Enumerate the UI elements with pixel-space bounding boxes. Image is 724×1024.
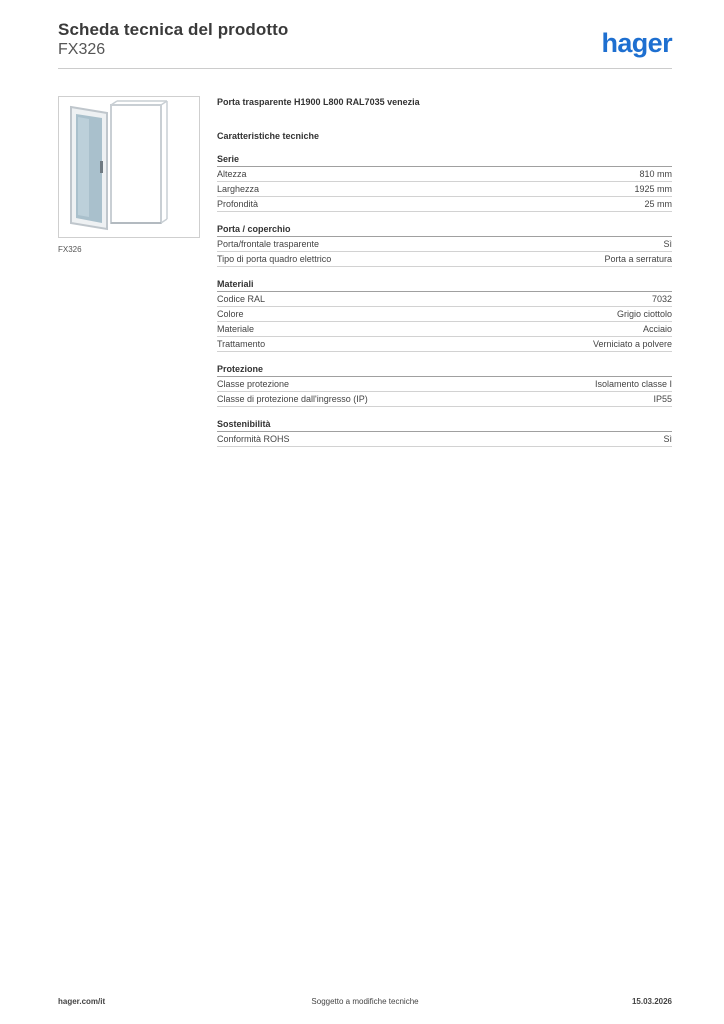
- spec-section-serie: [217, 153, 672, 212]
- spec-row: [217, 337, 672, 352]
- spec-label: Porta/frontale trasparente: [217, 239, 320, 249]
- spec-value: Acciaio: [642, 324, 672, 334]
- spec-panel: [217, 96, 672, 447]
- section-title: Protezione: [217, 363, 672, 377]
- spec-heading: Caratteristiche tecniche: [217, 131, 320, 141]
- spec-value: 1925 mm: [634, 184, 672, 194]
- spec-row: [217, 182, 672, 197]
- spec-value: Verniciato a polvere: [592, 339, 672, 349]
- spec-label: Larghezza: [217, 184, 260, 194]
- spec-section-protezione: [217, 363, 672, 407]
- spec-label: Materiale: [217, 324, 255, 334]
- header-divider: [58, 68, 672, 69]
- spec-row: [217, 322, 672, 337]
- spec-value: Porta a serratura: [604, 254, 672, 264]
- spec-section-materiali: [217, 278, 672, 352]
- spec-row: [217, 392, 672, 407]
- spec-value: 25 mm: [644, 199, 672, 209]
- product-code: FX326: [58, 41, 106, 58]
- spec-label: Colore: [217, 309, 244, 319]
- footer-website: hager.com/it: [58, 997, 106, 1006]
- spec-section-porta: [217, 223, 672, 267]
- spec-label: Classe di protezione dall'ingresso (IP): [217, 394, 368, 404]
- spec-row: [217, 432, 672, 447]
- spec-value: 7032: [651, 294, 672, 304]
- spec-label: Altezza: [217, 169, 247, 179]
- spec-row: [217, 237, 672, 252]
- spec-section-sostenibilita: [217, 418, 672, 447]
- transparent-door-cabinet-icon: [59, 97, 199, 237]
- spec-row: [217, 197, 672, 212]
- document-title: Scheda tecnica del prodotto: [58, 20, 289, 39]
- image-caption: FX326: [58, 245, 82, 254]
- spec-label: Classe protezione: [217, 379, 290, 389]
- spec-row: [217, 377, 672, 392]
- product-description: Porta trasparente H1900 L800 RAL7035 venezia: [217, 97, 420, 107]
- product-image: [58, 96, 200, 238]
- spec-label: Codice RAL: [217, 294, 266, 304]
- spec-value: 810 mm: [639, 169, 672, 179]
- spec-value: Sì: [663, 434, 672, 444]
- section-title: Sostenibilità: [217, 418, 672, 432]
- spec-value: IP55: [653, 394, 672, 404]
- logo-text: hager: [601, 28, 672, 58]
- spec-row: [217, 167, 672, 182]
- spec-label: Conformità ROHS: [217, 434, 290, 444]
- section-title: Materiali: [217, 278, 672, 292]
- spec-value: Grigio ciottolo: [616, 309, 672, 319]
- section-title: Serie: [217, 153, 672, 167]
- spec-row: [217, 252, 672, 267]
- spec-value: Sì: [663, 239, 672, 249]
- spec-label: Tipo di porta quadro elettrico: [217, 254, 332, 264]
- footer-date: 15.03.2026: [631, 997, 672, 1006]
- page-header: [58, 20, 672, 68]
- spec-row: [217, 292, 672, 307]
- footer-note: Soggetto a modifiche tecniche: [311, 997, 419, 1006]
- spec-value: Isolamento classe I: [594, 379, 672, 389]
- spec-row: [217, 307, 672, 322]
- spec-label: Profondità: [217, 199, 259, 209]
- section-title: Porta / coperchio: [217, 223, 672, 237]
- spec-label: Trattamento: [217, 339, 266, 349]
- page-footer: [58, 997, 672, 1009]
